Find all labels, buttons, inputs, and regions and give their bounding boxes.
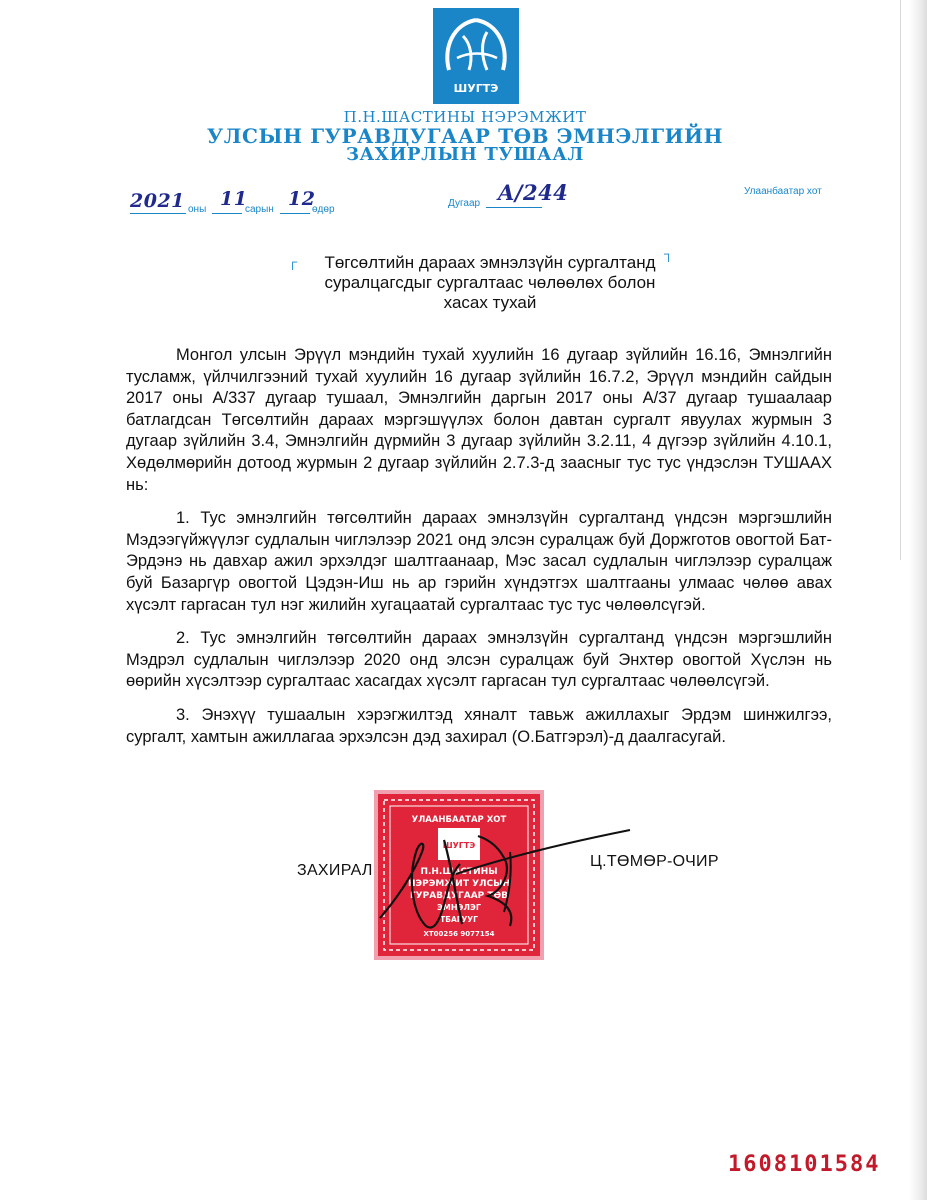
title-line-1: Төгсөлтийн дараах эмнэлзүйн сургалтанд — [324, 253, 656, 272]
city-label: Улаанбаатар хот — [744, 186, 822, 197]
stamp-line-1: П.Н.ШАСТИНЫ — [420, 867, 498, 877]
month-underline — [212, 213, 242, 214]
title-line-2: суралцагсдыг сургалтаас чөлөөлөх болон — [324, 273, 656, 292]
signatory-name: Ц.ТӨМӨР-ОЧИР — [590, 853, 719, 870]
org-line-1: П.Н.ШАСТИНЫ НЭРЭМЖИТ — [343, 108, 587, 126]
order-item-2: 2. Тус эмнэлгийн төгсөлтийн дараах эмнэлзүйн сургалтанд үндсэн мэргэшлийн Мэдрэл судлалын чиглэлээр 2020 онд элсэн суралцаж буй Энхтөр овогтой Хүслэн нь өөрийн хүсэлтээр сургалтаас хасагдах хүсэлт гаргасан тул сургалтаас чөлөөлсүгэй. — [126, 629, 832, 691]
order-number-label: Дугаар — [448, 198, 481, 209]
order-title — [290, 253, 690, 313]
title-corner-right: ┐ — [664, 246, 674, 261]
order-number-underline — [486, 207, 542, 208]
title-corner-left: ┌ — [288, 254, 298, 269]
hospital-logo — [433, 8, 519, 104]
stamp-line-4: ЭМНЭЛЭГ — [436, 903, 482, 912]
scan-shadow-edge — [909, 0, 927, 1200]
day-handwritten: 12 — [288, 188, 316, 210]
stamp-logo-text: ШУГТЭ — [442, 841, 476, 850]
order-number-handwritten: A/244 — [498, 180, 569, 205]
scan-fold-line — [900, 0, 901, 560]
signatory-role: ЗАХИРАЛ — [297, 862, 373, 879]
year-label: оны — [188, 204, 207, 215]
day-underline — [280, 213, 310, 214]
month-handwritten: 11 — [220, 188, 248, 210]
year-underline — [130, 213, 186, 214]
stamp-top-text: УЛААНБААТАР ХОТ — [411, 815, 507, 825]
day-label: өдөр — [312, 204, 335, 215]
title-line-3: хасах тухай — [443, 293, 537, 312]
stamp-line-2: НЭРЭМЖИТ УЛСЫН — [408, 879, 510, 889]
stamp-line-3: ГУРАВДУГААР ТӨВ — [409, 891, 509, 901]
order-item-1: 1. Тус эмнэлгийн төгсөлтийн дараах эмнэлзүйн сургалтанд үндсэн мэргэшлийн Мэдээгүйжүүлэг судлалын чиглэлээр 2021 онд элсэн суралцаж буй Доржготов овогтой Бат-Эрдэнэ нь давхар ажил эрхэлдэг шалтгаанаар, Мэс засал судлалын чиглэлээр суралцаж буй Базаргүр овогтой Цэдэн-Иш нь ар гэрийн хүндэтгэх шалтгааны улмаас чөлөө авах хүсэлт гаргасан тул нэг жилийн хугацаатай сургалтаас тус тус чөлөөлсүгэй. — [126, 509, 832, 614]
stamp-line-5: ТБАГУУГ — [440, 915, 478, 924]
order-item-3: 3. Энэхүү тушаалын хэрэгжилтэд хяналт тавьж ажиллахыг Эрдэм шинжилгээ, сургалт, хамтын ажиллагаа эрхэлсэн дэд захирал (О.Батгэрэл)-д даалгасугай. — [126, 705, 832, 746]
year-handwritten: 2021 — [130, 190, 185, 212]
order-body — [126, 345, 832, 760]
serial-number: 1608101584 — [728, 1152, 881, 1177]
stamp-code: ХТ00256 9077154 — [423, 930, 495, 938]
month-label: сарын — [245, 204, 274, 215]
org-line-3: ЗАХИРЛЫН ТУШААЛ — [345, 144, 585, 165]
org-line-2: УЛСЫН ГУРАВДУГААР ТӨВ ЭМНЭЛГИЙН — [206, 124, 724, 148]
preamble-paragraph: Монгол улсын Эрүүл мэндийн тухай хуулийн 16 дугаар зүйлийн 16.16, Эмнэлгийн тусламж, үйлчилгээний тухай хуулийн 16 дугаар зүйлийн 16.7.2, Эрүүл мэндийн сайдын 2017 оны А/337 дугаар тушаал, Эмнэлгийн даргын 2017 оны А/37 дугаар тушаалаар батлагдсан Төгсөлтийн дараах мэргэшүүлэх болон давтан сургалт явуулах журмын 3 дугаар зүйлийн 3.4, Эмнэлгийн дүрмийн 3 дугаар зүйлийн 3.2.11, 4 дүгээр зүйлийн 4.10.1, Хөдөлмөрийн дотоод журмын 2 дугаар зүйлийн 2.7.3-д заасныг тус тус үндэслэн ТУШААХ нь: — [126, 346, 832, 494]
logo-text: ШУГТЭ — [453, 82, 499, 95]
